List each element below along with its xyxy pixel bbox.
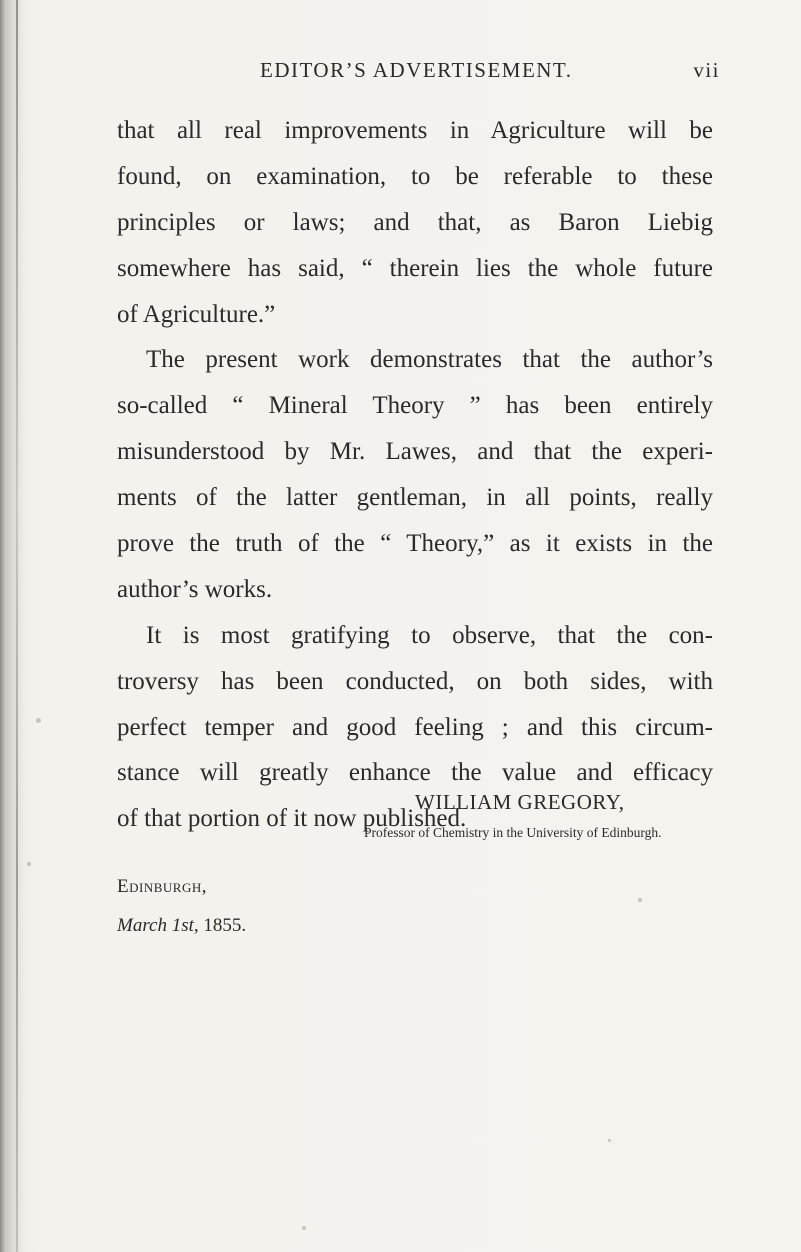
text-line: of that portion of it now published. bbox=[117, 805, 467, 833]
text-line: It is most gratifying to observe, that the con- bbox=[146, 621, 713, 649]
text-line: of Agriculture.” bbox=[117, 300, 276, 328]
header-title: EDITOR’S ADVERTISEMENT. bbox=[260, 58, 573, 82]
text-line: author’s works. bbox=[117, 575, 273, 603]
page-number: vii bbox=[693, 58, 720, 82]
text-line: perfect temper and good feeling ; and this circum- bbox=[117, 713, 713, 741]
text-line: stance will greatly enhance the value and efficacy bbox=[117, 759, 713, 787]
place-line: Edinburgh, bbox=[117, 876, 207, 897]
date-month-day: March 1st, bbox=[117, 915, 199, 936]
paper-speck bbox=[638, 898, 642, 902]
text-line: found, on examination, to be referable to these bbox=[117, 162, 713, 190]
text-line: misunderstood by Mr. Lawes, and that the experi- bbox=[117, 438, 713, 466]
text-line: troversy has been conducted, on both sides, with bbox=[117, 667, 713, 695]
running-header bbox=[260, 58, 720, 88]
date-line bbox=[117, 915, 246, 937]
paper-speck bbox=[36, 718, 41, 723]
text-line: somewhere has said, “ therein lies the whole future bbox=[117, 254, 713, 282]
text-line: principles or laws; and that, as Baron Liebig bbox=[117, 208, 713, 236]
text-line: The present work demonstrates that the author’s bbox=[146, 346, 713, 374]
book-spine-crease bbox=[16, 0, 18, 1252]
text-line: prove the truth of the “ Theory,” as it exists in the bbox=[117, 530, 713, 558]
signature-name: WILLIAM GREGORY, bbox=[415, 790, 625, 814]
signature-title: Professor of Chemistry in the University of Edinburgh. bbox=[364, 825, 662, 840]
paper-speck bbox=[608, 1139, 611, 1142]
text-line: so-called “ Mineral Theory ” has been entirely bbox=[117, 392, 713, 420]
body-text bbox=[117, 108, 713, 842]
text-line: ments of the latter gentleman, in all points, really bbox=[117, 484, 713, 512]
paper-speck bbox=[302, 1226, 306, 1230]
book-spine-shadow bbox=[0, 0, 24, 1252]
date-year: 1855. bbox=[203, 915, 247, 936]
paper-speck bbox=[27, 862, 31, 866]
text-line: that all real improvements in Agriculture will be bbox=[117, 117, 713, 144]
